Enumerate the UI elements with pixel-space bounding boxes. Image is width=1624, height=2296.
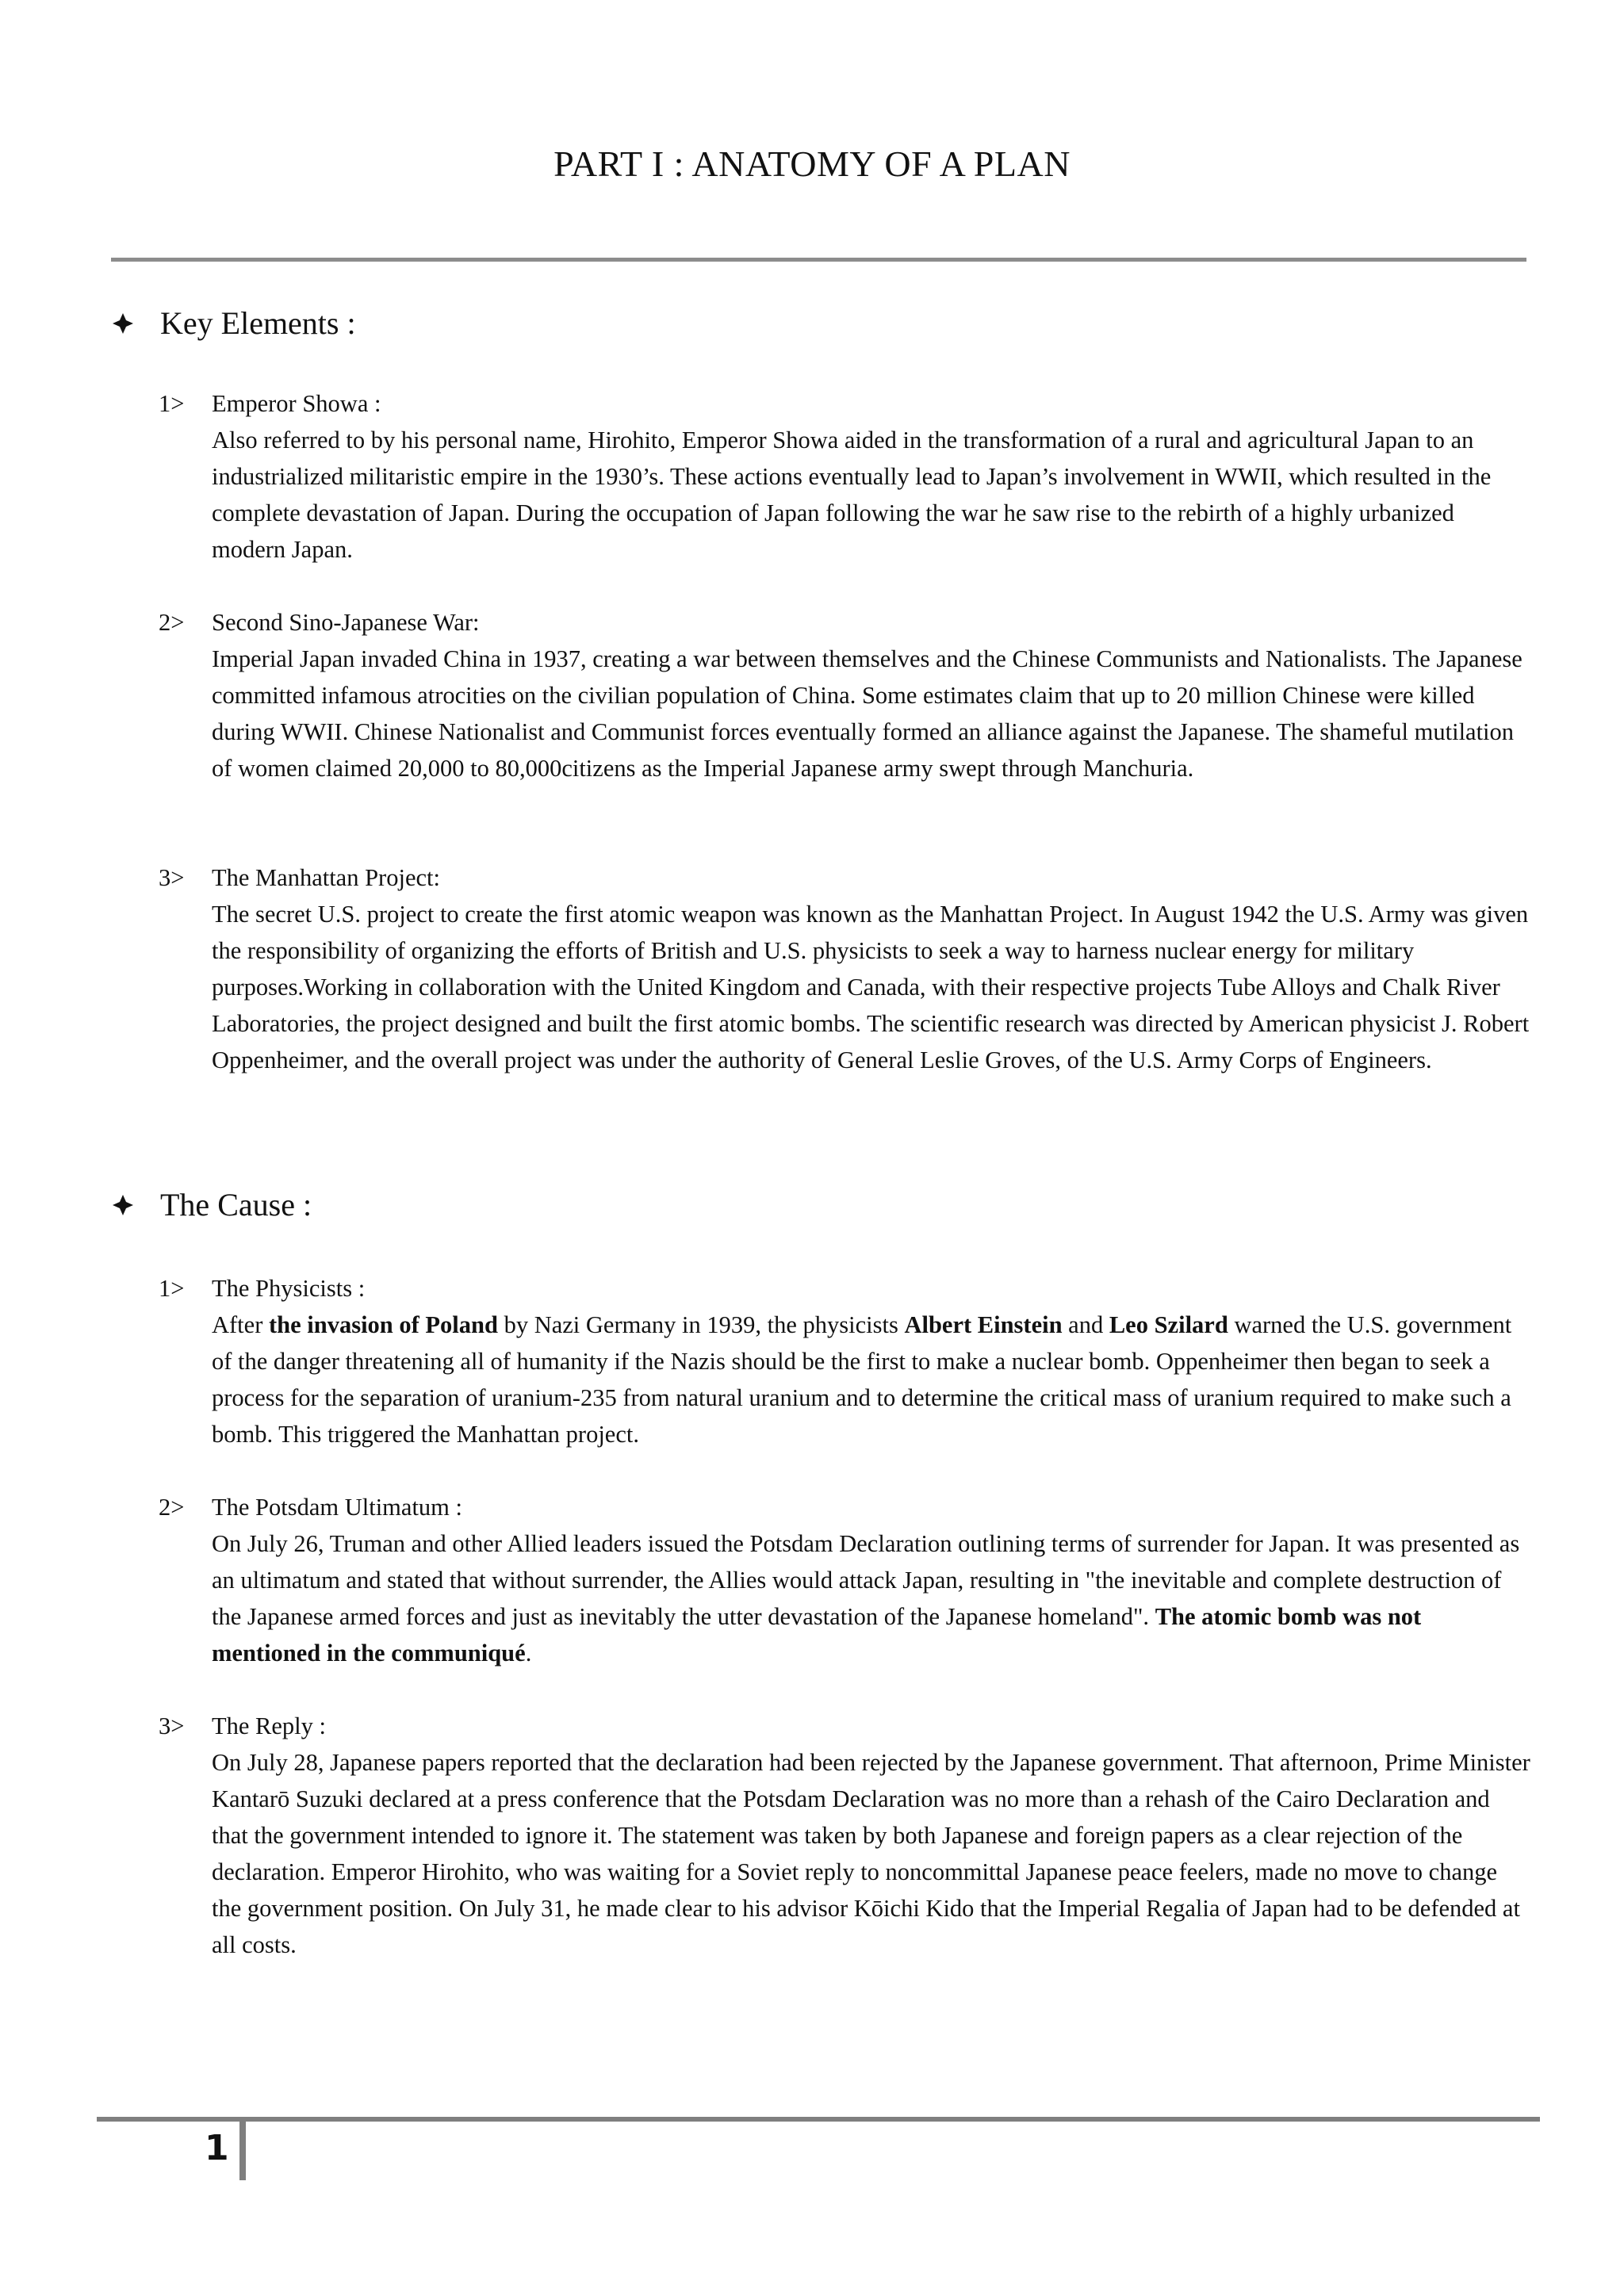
- list-item-sino-japanese-war: [159, 604, 1530, 786]
- page-number-bar: [239, 2122, 246, 2180]
- item-number: 3>: [159, 1712, 185, 1739]
- list-item-physicists: [159, 1270, 1530, 1452]
- list-item-the-reply: [159, 1708, 1530, 1963]
- title-divider: [111, 258, 1526, 262]
- page-title: PART I : ANATOMY OF A PLAN: [553, 144, 1071, 184]
- item-number: 3>: [159, 864, 185, 891]
- item-number: 1>: [159, 390, 185, 417]
- section-heading-text: The Cause :: [160, 1187, 312, 1223]
- item-title: The Physicists :: [212, 1275, 366, 1302]
- item-title: The Manhattan Project:: [212, 864, 440, 891]
- item-number: 2>: [159, 609, 185, 636]
- item-body: Imperial Japan invaded China in 1937, creating a war between themselves and the Chinese Communists and Nationalists. The Japanese committed infamous atrocities on the civilian population of China. Some estimates claim that up to 20 million Chinese were killed during WWII. Chinese Nationalist and Communist forces eventually formed an alliance against the Japanese. The shameful mutilation of women claimed 20,000 to 80,000citizens as the Imperial Japanese army swept through Manchuria.: [212, 645, 1522, 782]
- body-bold-text: Leo Szilard: [1109, 1311, 1228, 1338]
- page-number: 1: [205, 2128, 229, 2168]
- body-text: and: [1062, 1311, 1109, 1338]
- item-body: [212, 1525, 1530, 1671]
- list-item-manhattan-project: [159, 859, 1530, 1078]
- list-item-emperor-showa: [159, 385, 1530, 568]
- item-body: [212, 1307, 1530, 1452]
- item-title: The Potsdam Ultimatum :: [212, 1494, 462, 1521]
- list-item-potsdam-ultimatum: [159, 1489, 1530, 1671]
- item-body: Also referred to by his personal name, Hirohito, Emperor Showa aided in the transformation of a rural and agricultural Japan to an industrialized militaristic empire in the 1930’s. These actions eventually lead to Japan’s involvement in WWII, which resulted in the complete devastation of Japan. During the occupation of Japan following the war he saw rise to the rebirth of a highly urbanized modern Japan.: [212, 427, 1492, 563]
- body-text: .: [525, 1640, 532, 1667]
- section-heading-key-elements: [111, 304, 356, 342]
- body-text: On July 26, Truman and other Allied leaders issued the Potsdam Declaration outlining terms of surrender for Japan. It was presented as an ultimatum and stated that without surrender, the Allies would attack Japan, resulting in "the inevitable and complete destruction of the Japanese armed forces and just as inevitably the utter devastation of the Japanese homeland".: [212, 1530, 1520, 1630]
- footer-divider: [97, 2117, 1540, 2122]
- diamond-bullet-icon: [111, 1193, 135, 1217]
- section-heading-the-cause: [111, 1186, 312, 1223]
- body-bold-text: Albert Einstein: [904, 1311, 1063, 1338]
- section-heading-text: Key Elements :: [160, 305, 356, 341]
- item-body: On July 28, Japanese papers reported that the declaration had been rejected by the Japanese government. That afternoon, Prime Minister Kantarō Suzuki declared at a press conference that the Potsdam Declaration was no more than a rehash of the Cairo Declaration and that the government intended to ignore it. The statement was taken by both Japanese and foreign papers as a clear rejection of the declaration. Emperor Hirohito, who was waiting for a Soviet reply to noncommittal Japanese peace feelers, made no move to change the government position. On July 31, he made clear to his advisor Kōichi Kido that the Imperial Regalia of Japan had to be defended at all costs.: [212, 1749, 1530, 1958]
- body-text: warned the U.S. government of the danger threatening all of humanity if the Nazis should be the first to make a nuclear bomb. Oppenheimer then began to seek a process for the separation of uranium-235 from natural uranium and to determine the critical mass of uranium required to make such a bomb. This triggered the Manhattan project.: [212, 1311, 1512, 1448]
- body-text: After: [212, 1311, 269, 1338]
- item-title: The Reply :: [212, 1712, 326, 1739]
- body-text: by Nazi Germany in 1939, the physicists: [497, 1311, 905, 1338]
- body-bold-text: the invasion of Poland: [268, 1311, 498, 1338]
- diamond-bullet-icon: [111, 312, 135, 335]
- item-number: 1>: [159, 1275, 185, 1302]
- item-body: The secret U.S. project to create the first atomic weapon was known as the Manhattan Project. In August 1942 the U.S. Army was given the responsibility of organizing the efforts of British and U.S. physicists to seek a way to harness nuclear energy for military purposes.Working in collaboration with the United Kingdom and Canada, with their respective projects Tube Alloys and Chalk River Laboratories, the project designed and built the first atomic bombs. The scientific research was directed by American physicist J. Robert Oppenheimer, and the overall project was under the authority of General Leslie Groves, of the U.S. Army Corps of Engineers.: [212, 901, 1530, 1073]
- item-title: Second Sino-Japanese War:: [212, 609, 480, 636]
- item-title: Emperor Showa :: [212, 390, 381, 417]
- body-bold-text: The atomic bomb was not mentioned in the communiqué: [212, 1603, 1422, 1667]
- item-number: 2>: [159, 1494, 185, 1521]
